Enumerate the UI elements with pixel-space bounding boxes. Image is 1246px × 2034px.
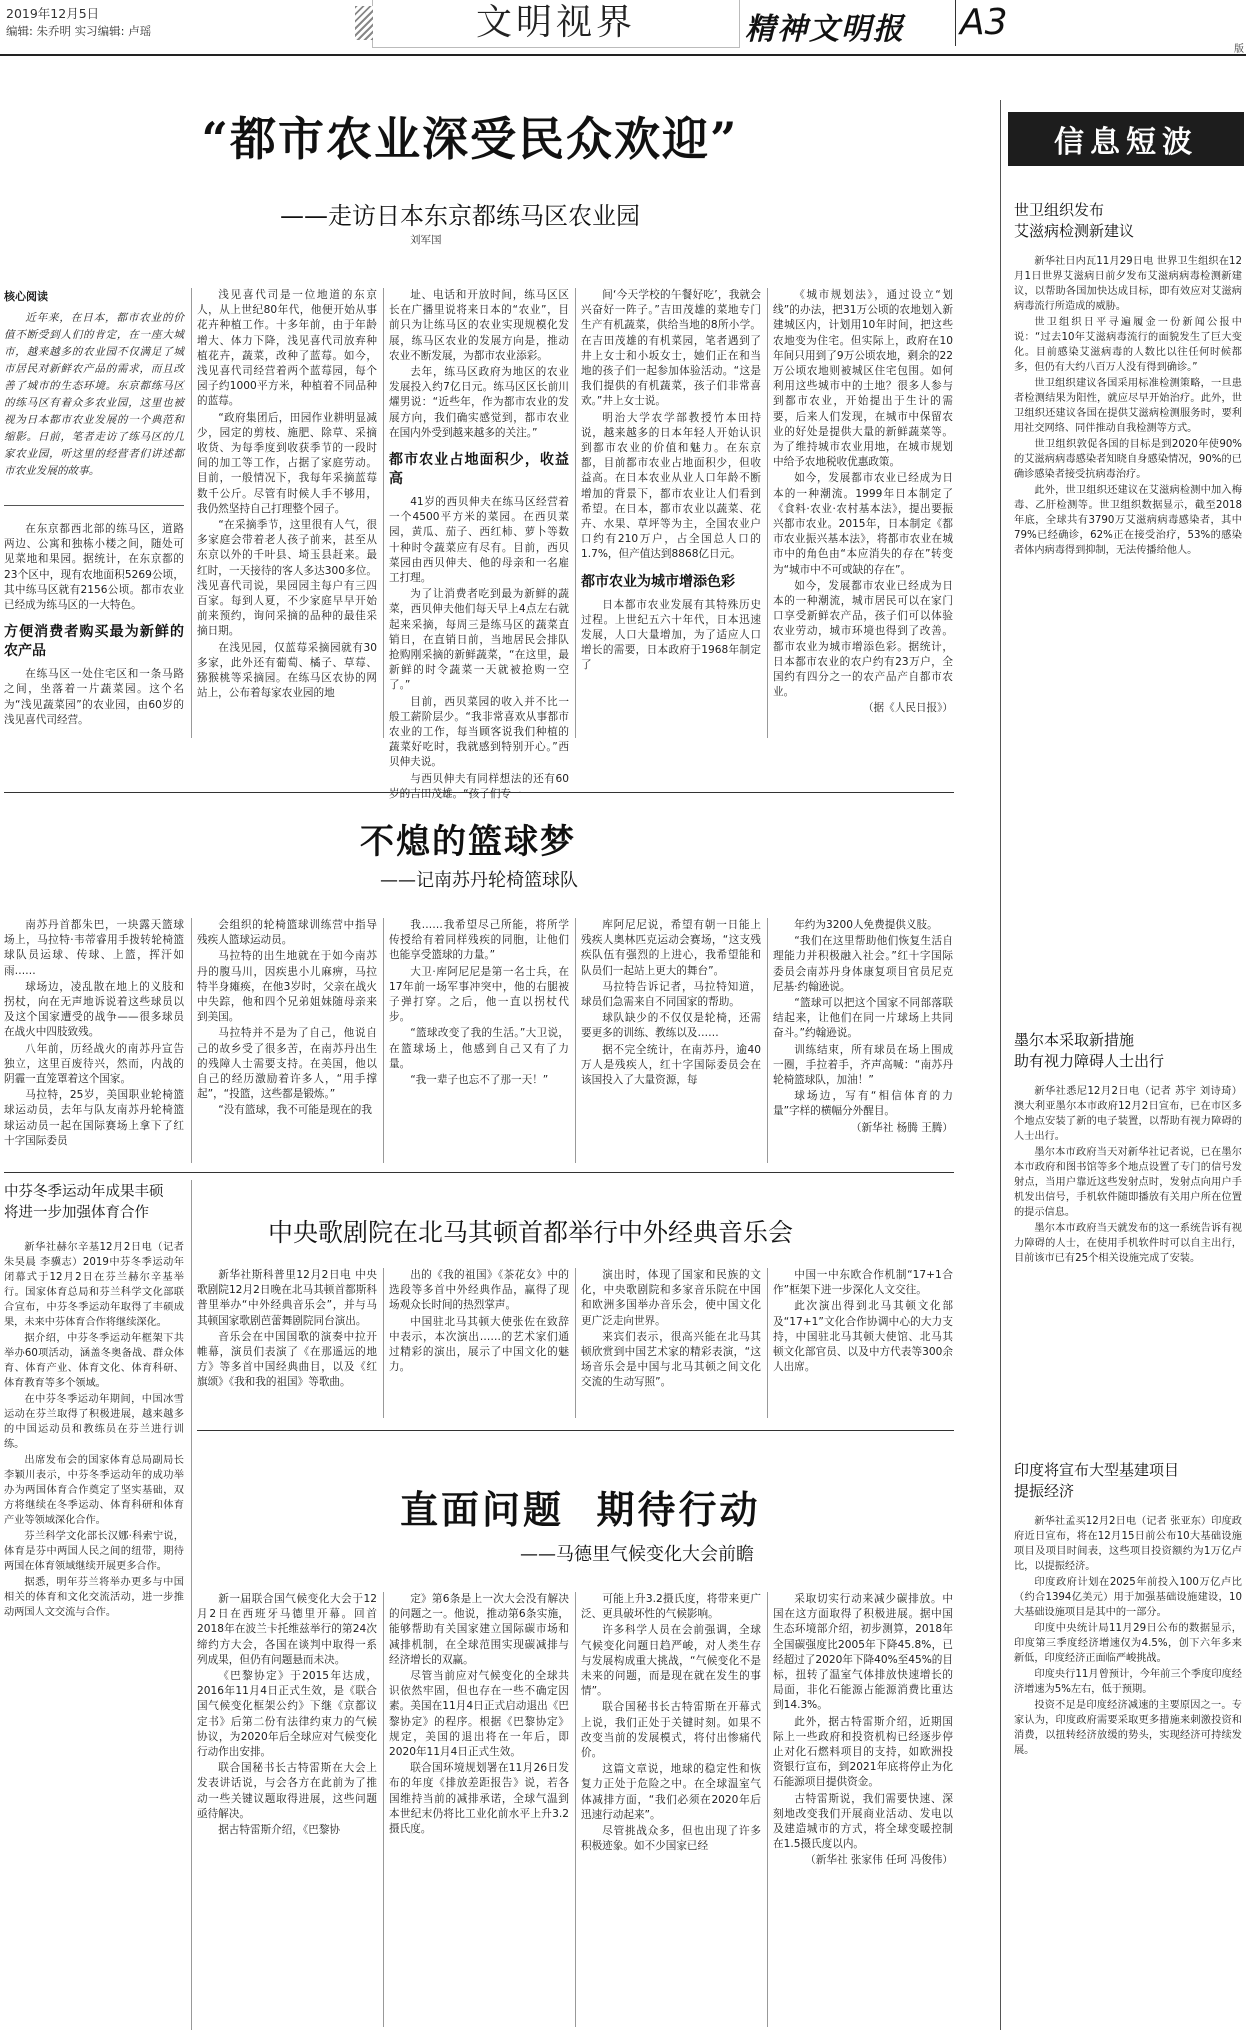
paragraph: “我们在这里帮助他们恢复生活自理能力并积极融入社会。”红十字国际委员会南苏丹身体康复项目官员尼克尼基·约翰逊说。 (773, 935, 953, 993)
article3-col4 (773, 1268, 953, 1418)
paragraph: 投资不足是印度经济减速的主要原因之一。专家认为，印度政府需要采取更多措施来刺激投资和消费，以扭转经济放缓的势头，实现经济可持续发展。 (1014, 1700, 1242, 1756)
paragraph: 新华社斯科普里12月2日电 中央歌剧院12月2日晚在北马其顿首都斯科普里举办“中外经典音乐会”，并与马其顿国家歌剧芭蕾舞剧院同台演出。 (197, 1269, 377, 1327)
page-suffix: 版 (1234, 44, 1244, 55)
section-rule (197, 1430, 954, 1431)
article1-col3 (389, 288, 569, 800)
paragraph: 世卫组织日平寻遍履金一份新闻公报中说：“过去10年艾滋病毒流行的面貌发生了巨大变化。目前感染艾滋病毒的人数比以往任何时候都多，但仍有大约八百万人没有得到确诊。” (1014, 317, 1242, 373)
col-divider (383, 918, 384, 1163)
sidebar-item (1014, 1460, 1242, 2014)
col-divider (575, 918, 576, 1163)
col-divider (767, 288, 768, 738)
paragraph: 目前，西贝菜园的收入并不比一般工薪阶层少。“我非常喜欢从事都市农业的工作，每当顾客说我们种植的蔬菜好吃时，我就感到特别开心。”西贝伸夫说。 (389, 695, 569, 769)
article3-title: 中央歌剧院在北马其顿首都举行中外经典音乐会 (268, 1218, 794, 1247)
paragraph: 训练结束，所有球员在场上围成一圈，手拉着手，齐声高喊：“南苏丹轮椅篮球队，加油！” (773, 1043, 953, 1087)
col-divider (575, 1268, 576, 1418)
paragraph: 球场边，凌乱散在地上的义肢和拐杖，向在无声地诉说着这些球员以及这个国家遭受的战争——很多球员在战火中四肢致残。 (4, 980, 184, 1039)
paragraph: 印度央行11月曾预计，今年前三个季度印度经济增速为5%左右，低于预期。 (1014, 1669, 1242, 1695)
paragraph: 可能上升3.2摄氏度，将带来更广泛、更具破坏性的气候影响。 (581, 1593, 761, 1621)
paragraph: 联合国环境规划署在11月26日发布的年度《排放差距报告》说，若各国维持当前的减排承诺，全球气温到本世纪末仍将比工业化前水平上升3.2摄氏度。 (389, 1762, 569, 1836)
paragraph: 八年前，历经战火的南苏丹宣告独立，这里百废待兴，然而，内战的阴霾一直笼罩着这个国家。 (4, 1042, 184, 1086)
paragraph: 如今，发展都市农业已经成为日本的一种潮流。1999年日本制定了《食料·农业·农村基本法》，提出要振兴都市农业。2015年，日本制定《都市农业振兴基本法》，将都市农业在城市中的角色由“本应消失的存在”转变为“城市中不可或缺的存在”。 (773, 472, 953, 576)
paragraph: 出的《我的祖国》《茶花女》中的选段等多首中外经典作品，赢得了现场观众长时间的热烈掌声。 (389, 1269, 569, 1312)
paragraph: 音乐会在中国国歌的演奏中拉开帷幕，演员们表演了《在那遥远的地方》等多首中国经典曲目，以及《红旗颂》《我和我的祖国》等歌曲。 (197, 1330, 377, 1389)
article1-col1 (4, 522, 184, 742)
sidebar-badge (1008, 112, 1244, 166)
article2-subtitle: ——记南苏丹轮椅篮球队 (380, 870, 578, 891)
section-rule (4, 1172, 954, 1173)
paragraph: “没有篮球，我不可能是现在的我 (218, 1104, 372, 1117)
paragraph: 印度中央统计局11月29日公布的数据显示，印度第三季度经济增速仅为4.5%，创下六年多来新低，印度经济正面临严峻挑战。 (1014, 1623, 1242, 1664)
paragraph: 新华社日内瓦11月29日电 世界卫生组织在12月1日世界艾滋病日前夕发布艾滋病病毒检测新建议，以帮助各国加快达成目标，即有效应对艾滋病病毒流行所造成的威胁。 (1014, 256, 1242, 312)
paragraph: 墨尔本市政府当天对新华社记者说，已在墨尔本市政府和图书馆等多个地点设置了专门的信号发射点，当用户靠近这些发射点时，发射点向用户手机发出信号，手机软件随即播放有关用户所在位置的提示信息。 (1014, 1147, 1242, 1218)
summary-label: 核心阅读 (4, 290, 48, 303)
header-rule (0, 54, 1246, 56)
paragraph: 定》第6条是上一次大会没有解决的问题之一。他说，推动第6条实施，能够帮助有关国家建立国际碳市场和减排机制，在全球范围实现碳减排与经济增长的双赢。 (389, 1593, 569, 1666)
col-divider (191, 1180, 192, 2030)
article1-col4 (581, 288, 761, 738)
paragraph: 联合国秘书长古特雷斯在大会上发表讲话说，与会各方在此前为了推动一些关键议题取得进展，这些问题亟待解决。 (197, 1762, 377, 1820)
paragraph: 南苏丹首都朱巴，一块露天篮球场上，马拉特·韦蒂睿用手拨转轮椅篮球队员运球、传球、上篮，挥汗如雨…… (4, 919, 184, 977)
section-title: 文明视界 (475, 2, 636, 43)
article2-col2 (197, 918, 377, 1163)
article3-col1 (197, 1268, 377, 1418)
paragraph: 世卫组织敦促各国的目标是到2020年使90%的艾滋病病毒感染者知晓自身感染情况，90%的已确诊感染者接受抗病毒治疗。 (1014, 439, 1242, 480)
paragraph: 马拉特的出生地就在于如今南苏丹的腹马川，因疾患小儿麻痹，马拉特半身瘫痪，在他3岁时，父亲在战火中失踪，他和四个兄弟姐妹随母亲来到美国。 (197, 950, 377, 1024)
article4-col3 (581, 1592, 761, 2027)
sidebar-badge-text: 信息短波 (1054, 125, 1198, 160)
left-brief-text (4, 1240, 184, 2025)
paragraph: 间‘今天学校的午餐好吃’，我就会兴奋好一阵子。”吉田茂雄的菜地专门生产有机蔬菜，供给当地的8所小学。在吉田茂雄的有机菜园，笔者遇到了井上女士和小坂女士，她们正在和当地的孩子们一起参加体验活动。“这是我们提供的有机蔬菜，孩子们非常喜欢。”井上女士说。 (581, 289, 761, 408)
sidebar-item (1014, 1030, 1242, 1474)
article1-subtitle: ——走访日本东京都练马区农业园 (280, 202, 640, 230)
article4-col4 (773, 1592, 953, 2027)
paragraph: 墨尔本市政府当天就发布的这一系统告诉有视力障碍的人士，在使用手机软件时可以自主出行，目前该市已有25个相关设施完成了安装。 (1014, 1223, 1242, 1264)
paragraph: 库阿尼尼说，希望有朝一日能上残疾人奥林匹克运动会赛场，“这支残疾队伍有强烈的上进心，我希望能和队员们一起站上更大的舞台”。 (581, 919, 761, 977)
paragraph: 中国驻北马其顿大使张佐在致辞中表示，本次演出……的艺术家们通过精彩的演出，展示了中国文化的魅力。 (389, 1315, 569, 1374)
paragraph: 马拉特告诉记者，马拉特知道，球员们急需来自不同国家的帮助。 (581, 980, 761, 1009)
paragraph: 球队缺少的不仅仅是轮椅，还需要更多的训练、教练以及…… (581, 1012, 761, 1040)
sidebar-item-title: 墨尔本采取新措施 助有视力障碍人士出行 (1014, 1031, 1165, 1070)
sidebar-divider (1000, 100, 1001, 2030)
article4-subtitle: ——马德里气候变化大会前瞻 (520, 1544, 754, 1565)
page-number-value: A3 (960, 2, 1008, 43)
paragraph: 这篇文章说，地球的稳定性和恢复力正处于危险之中。在全球温室气体减排方面，“我们必须在2020年后迅速行动起来”。 (581, 1763, 761, 1821)
article4-col1 (197, 1592, 377, 2027)
article3-col2 (389, 1268, 569, 1418)
paragraph: 联合国秘书长古特雷斯在开幕式上说，我们正处于关键时刻。如果不改变当前的发展模式，将付出惨痛代价。 (581, 1701, 761, 1760)
paragraph: 芬兰科学文化部长汉娜·科索宁说，体育是芬中两国人民之间的纽带，期待两国在体育领域继续开展更多合作。 (4, 1531, 184, 1572)
article2-col5 (773, 918, 953, 1163)
paragraph: 《巴黎协定》于2015年达成，2016年11月4日正式生效，是《联合国气候变化框架公约》下继《京都议定书》后第二份有法律约束力的气候协议，为2020年后全球应对气候变化行动作出安排。 (197, 1670, 377, 1759)
col-divider (383, 1592, 384, 2027)
paragraph: 据不完全统计，在南苏丹，逾40万人是残疾人，红十字国际委员会在该国投入了大量资源，每 (581, 1043, 761, 1087)
article1-author: 刘军国 (410, 234, 442, 246)
col-divider (575, 288, 576, 738)
paragraph: 中国一中东欧合作机制“17+1合作”框架下进一步深化人文交往。 (773, 1269, 953, 1297)
paragraph: 世卫组织建议各国采用标准检测策略，一旦患者检测结果为阳性，就应尽早开始治疗。此外，世卫组织还建议各国在提供艾滋病检测服务时，要利用社交网络、同伴推动自我检测等方式。 (1014, 378, 1242, 434)
paragraph: 演出时，体现了国家和民族的文化，中央歌剧院和多家音乐院在中国和欧洲多国举办音乐会，使中国文化更广泛走向世界。 (581, 1269, 761, 1327)
page-number (955, 0, 1008, 46)
newspaper-name: 精神文明报 (745, 12, 905, 47)
paragraph: 日本都市农业发展有其特殊历史过程。上世纪五六十年代，日本迅速发展，人口大量增加，为了适应人口增长的需要，日本政府于1968年制定了 (581, 598, 761, 672)
paragraph: 我……我希望尽己所能，将所学传授给有着同样残疾的同胞，让他们也能享受篮球的力量。” (389, 919, 569, 962)
article4-byline: （新华社 张家伟 任珂 冯俊伟） (805, 1854, 953, 1867)
paragraph: 年约为3200人免费提供义肢。 (794, 919, 938, 931)
paragraph: 会组织的轮椅篮球训练营中指导残疾人篮球运动员。 (197, 919, 377, 947)
summary-rule (4, 505, 184, 506)
col-divider (767, 918, 768, 1163)
issue-date: 2019年12月5日 (6, 6, 100, 21)
paragraph: 址、电话和开放时间，练马区区长在广播里说将来日本的“农业”，目前只为让练马区的农业实现规模化发展，练马区农业的发展方向是，推动农业不断发展，为都市农业添彩。 (389, 289, 569, 362)
paragraph: 印度政府计划在2025年前投入100万亿卢比（约合1394亿美元）用于加强基础设施建设，10大基础设施项目是其中的一部分。 (1014, 1577, 1242, 1618)
paragraph: 在中芬冬季运动年期间，中国冰雪运动在芬兰取得了积极进展，越来越多的中国运动员和教练员在芬兰进行训练。 (4, 1394, 184, 1450)
col-divider (383, 1268, 384, 1418)
paragraph: “篮球改变了我的生活。”大卫说，在篮球场上，他感到自己又有了力量。 (389, 1027, 569, 1070)
article2-col4 (581, 918, 761, 1163)
paragraph: “篮球可以把这个国家不同部落联结起来，让他们在同一片球场上共同奋斗。”约翰逊说。 (773, 997, 953, 1040)
paragraph: 尽管当前应对气候变化的全球共识依然牢固，但也存在一些不确定因素。美国在11月4日正式启动退出《巴黎协定》的程序。根据《巴黎协定》规定，美国的退出将在一年后，即2020年11月4日正式生效。 (389, 1670, 569, 1759)
sidebar-item (1014, 200, 1242, 944)
paragraph: “政府集团后，田园作业耕明显减少，园定的剪枝、施肥、除草、采摘收货、为每季度到收获季节的一段时间的加工等工作，占据了家庭劳动。目前，一般情况下，我每年采摘蓝莓数千公斤。尽管有时候人手不够用，我仍然坚持自己打理整个园子。 (197, 411, 377, 515)
article2-title: 不熄的篮球梦 (360, 822, 576, 862)
paragraph: 在浅见园，仅蓝莓采摘园就有30多家，此外还有葡萄、橘子、草莓、猕猴桃等采摘园。在练马区农协的网站上，公布着每家农业园的地 (197, 641, 377, 700)
col-divider (575, 1592, 576, 2027)
col-divider (191, 918, 192, 1163)
paragraph: 为了让消费者吃到最为新鲜的蔬菜，西贝伸夫他们每天早上4点左右就起来采摘，每周三是练马区的蔬菜直销日，在直销日前，当地居民会排队抢购刚采摘的新鲜蔬菜，“在这里，最新鲜的时令蔬菜一天就被抢购一空了。” (389, 588, 569, 692)
editor-line: 编辑: 朱乔明 实习编辑: 卢瑶 (6, 24, 152, 38)
paragraph: 如今，发展都市农业已经成为日本的一种潮流，城市居民可以在家门口享受新鲜农产品，孩子们可以体验农业劳动，城市环境也得到了改善。都市农业为城市增添色彩。据统计，日本都市农业的农户约有23万户，全国约有四分之一的农产品产自都市农业。 (773, 579, 953, 699)
paragraph: 在练马区一处住宅区和一条马路之间，坐落着一片蔬菜园。这个名为“浅见蔬菜园”的农业园，由60岁的浅见喜代司经营。 (4, 668, 184, 726)
article1-summary-block (4, 288, 184, 520)
paragraph: 马拉特并不是为了自己，他说自己的故乡受了很多苦，在南苏丹出生的残障人士需要支持。在美国，他以自己的经历激励着许多人，“用手撑起”，“投篮，这些都是锻炼。” (197, 1027, 377, 1101)
article1-byline: （据《人民日报》） (862, 702, 953, 715)
article4-col2 (389, 1592, 569, 2027)
paragraph: 据介绍，中芬冬季运动年框架下共举办60项活动，涵盖冬奥备战、群众体育、体育产业、体育文化、体育科研、体育教育等多个领域。 (4, 1333, 184, 1389)
paragraph: 此外，据古特雷斯介绍，近期国际上一些政府和投资机构已经逐步停止对化石燃料项目的支持，如欧洲投资银行宣布，到2021年底将停止为化石能源项目提供资金。 (773, 1715, 953, 1789)
article1-subhead-2: 都市农业占地面积少，收益高 (389, 452, 569, 488)
summary-text: 近年来，在日本，都市农业的价值不断受到人们的肯定，在一座大城市，越来越多的农业园不仅满足了城市居民对新鲜农产品的需求，而且改善了城市的生态环境。东京都练马区的练马区有着众多农业园，这里也被视为日本都市农业发展的一个典范和缩影。日前，笔者走访了练马区的几家农业园，听这里的经营者们讲述都市农业发展的故事。 (4, 312, 184, 477)
article2-byline: （新华社 杨腾 王腾） (850, 1121, 953, 1134)
section-banner-left-stripes (355, 6, 373, 40)
paragraph: 与西贝伸夫有同样想法的还有60岁的吉田茂雄。“孩子们专一 (389, 772, 569, 800)
paragraph: 去年，练马区政府为地区的农业发展投入约7亿日元。练马区区长前川燿男说：“近些年，作为都市农业的发展方向，我们确实感觉到，都市农业在国内外受到越来越多的关注。” (389, 366, 569, 439)
article1-subhead-1: 方便消费者购买最为新鲜的农产品 (4, 624, 184, 660)
paragraph: 大卫·库阿尼尼是第一名士兵，在17年前一场军事冲突中，他的右腿被子弹打穿。之后，他一直以拐杖代步。 (389, 965, 569, 1024)
col-divider (191, 288, 192, 738)
article1-col5 (773, 288, 953, 738)
paragraph: 据古特雷斯介绍，《巴黎协 (218, 1824, 341, 1837)
col-divider (767, 1268, 768, 1418)
article4-title: 直面问题 期待行动 (400, 1487, 761, 1532)
paragraph: 新华社悉尼12月2日电（记者 苏宇 刘诗琦）澳大利亚墨尔本市政府12月2日宣布，已在市区多个地点安装了新的电子装置，以帮助有视力障碍的人士出行。 (1014, 1086, 1242, 1142)
article2-col1 (4, 918, 184, 1163)
paragraph: 许多科学人员在会前强调，全球气候变化问题日趋严峻，对人类生存与发展构成重大挑战，“气候变化不是未来的问题，而是现在就在发生的事情”。 (581, 1624, 761, 1698)
article1-title: “都市农业深受民众欢迎” (201, 112, 739, 166)
paragraph: 浅见喜代司是一位地道的东京人，从上世纪80年代，他便开始从事花卉种植工作。十多年前，由于年龄增大、体力下降，浅见喜代司放弃种植花卉，蔬菜，改种了蓝莓。如今，浅见喜代司经营着两个蓝莓园，每个园子约1000平方米，种植着不同品种的蓝莓。 (197, 289, 377, 408)
left-brief-title: 中芬冬季运动年成果丰硕 将进一步加强体育合作 (4, 1184, 164, 1221)
paragraph: 此次演出得到北马其顿文化部及“17+1”文化合作协调中心的大力支持，中国驻北马其顿大使馆、北马其顿文化部官员、以及中方代表等300余人出席。 (773, 1300, 953, 1374)
article2-col3 (389, 918, 569, 1163)
sidebar-item-title: 世卫组织发布 艾滋病检测新建议 (1014, 201, 1135, 240)
paragraph: 出席发布会的国家体育总局副局长李颖川表示，中芬冬季运动年的成功举办为两国体育合作奠定了坚实基础，双方将继续在冬季运动、体育科研和体育产业等领域深化合作。 (4, 1455, 184, 1526)
paragraph: 在东京都西北部的练马区，道路两边、公寓和独栋小楼之间，随处可见菜地和果园。据统计，在东京都的23个区中，现有农地面积5269公顷，其中练马区就有2156公顷。都市农业已经成为练马区的一大特色。 (4, 523, 184, 612)
article1-col2 (197, 288, 377, 738)
col-divider (383, 288, 384, 738)
paragraph: 新华社孟买12月2日电（记者 张亚东）印度政府近日宣布，将在12月15日前公布10大基础设施项目及项目时间表，这些项目投资额约为1万亿卢比，以提振经济。 (1014, 1516, 1242, 1572)
paragraph: 尽管挑战众多，但也出现了许多积极迹象。如不少国家已经 (581, 1825, 761, 1853)
col-divider (767, 1592, 768, 2027)
article3-col3 (581, 1268, 761, 1418)
paragraph: 球场边，写有“相信体育的力量”字样的横幅分外醒目。 (773, 1090, 953, 1118)
sidebar-item-text (1014, 1084, 1242, 1474)
sidebar-item-text (1014, 254, 1242, 944)
paragraph: 新华社赫尔辛基12月2日电（记者 朱昊晨 李骥志）2019中芬冬季运动年闭幕式于12月2日在芬兰赫尔辛基举行。国家体育总局和芬兰科学文化部联合宣布，中芬冬季运动年取得了丰硕成果，未来中芬体育合作将继续深化。 (4, 1242, 184, 1328)
paragraph: “我一辈子也忘不了那一天！” (410, 1074, 549, 1087)
paragraph: 古特雷斯说，我们需要快速、深刻地改变我们开展商业活动、发电以及建造城市的方式，将全球变暖控制在1.5摄氏度以内。 (773, 1792, 953, 1851)
article1-subhead-3: 都市农业为城市增添色彩 (581, 573, 735, 590)
section-rule (4, 792, 954, 793)
paragraph: 新一届联合国气候变化大会于12月2日在西班牙马德里开幕。回首2018年在波兰卡托维兹举行的第24次缔约方大会，各国在谈判中取得一系列成果，但仍有问题悬而未决。 (197, 1593, 377, 1666)
paragraph: 《城市规划法》，通过设立“划线”的办法，把31万公顷的农地划入新建城区内，计划用10年时间，把这些农地变为住宅。但实际上，政府在10年间只用到了9万公顷农地，剩余的22万公顷农地则被城区住宅包围。如何利用这些城市中的土地？很多人参与到都市农业，开始提出于生计的需要，后来人们发现，在城市中保留农业的好处是提供大量的新鲜蔬菜等。为了维持城市农业用地，在城市规划中给予农地税收优惠政策。 (773, 289, 953, 469)
paragraph: 明治大学农学部教授竹本田持说，越来越多的日本年轻人开始认识到都市农业的价值和魅力。在东京都，目前都市农业占地面积少，但收益高。在日本农业从业人口年龄不断增加的背景下，都市农业让人们看到希望。在日本，都市农业以蔬菜、花卉、水果、草坪等为主，全国农业户口约有210万户，占全国总人口的1.7%，但产值达到8868亿日元。 (581, 411, 761, 561)
paragraph: 41岁的西贝伸夫在练马区经营着一个4500平方米的菜园。在西贝菜园，黄瓜、茄子、西红柿、萝卜等数十种时令蔬菜应有尽有。目前，西贝菜园由西贝伸夫、他的母亲和一名雇工打理。 (389, 496, 569, 585)
paragraph: 马拉特，25岁，美国职业轮椅篮球运动员，去年与队友南苏丹轮椅篮球运动员一起在国际赛场上拿下了红十字国际委员 (4, 1089, 184, 1147)
paragraph: 采取切实行动来减少碳排放。中国在这方面取得了积极进展。据中国生态环境部介绍，初步测算，2018年全国碳强度比2005年下降45.8%，已经超过了2020年下降40%至45%的目标，扭转了温室气体排放快速增长的局面，非化石能源占能源消费比重达到14.3%。 (773, 1593, 953, 1712)
paragraph: 来宾们表示，很高兴能在北马其顿欣赏到中国艺术家的精彩表演，“这场音乐会是中国与北马其顿之间文化交流的生动写照”。 (581, 1330, 761, 1389)
section-banner (372, 0, 740, 48)
paragraph: “在采摘季节，这里很有人气，很多家庭会带着老人孩子前来，甚至从东京以外的千叶县、埼玉县赶来。最红时，一天接待的客人多达300多位。浅见喜代司说，果园园主每户有三四百家。每到人夏，不少家庭早早开始前来预约，询问采摘的品种的最佳采摘日期。 (197, 519, 377, 638)
sidebar-item-text (1014, 1514, 1242, 2014)
sidebar-item-title: 印度将宣布大型基建项目 提振经济 (1014, 1461, 1180, 1500)
paragraph: 据悉，明年芬兰将举办更多与中国相关的体育和文化交流活动，进一步推动两国人文交流与合作。 (4, 1577, 184, 1618)
paragraph: 此外，世卫组织还建议在艾滋病检测中加入梅毒、乙肝检测等。世卫组织数据显示，截至2018年底，全球共有3790万艾滋病病毒感染者，其中79%已经确诊，62%正在接受治疗，53%的感染者体内病毒得到抑制，无法传播给他人。 (1014, 485, 1242, 556)
